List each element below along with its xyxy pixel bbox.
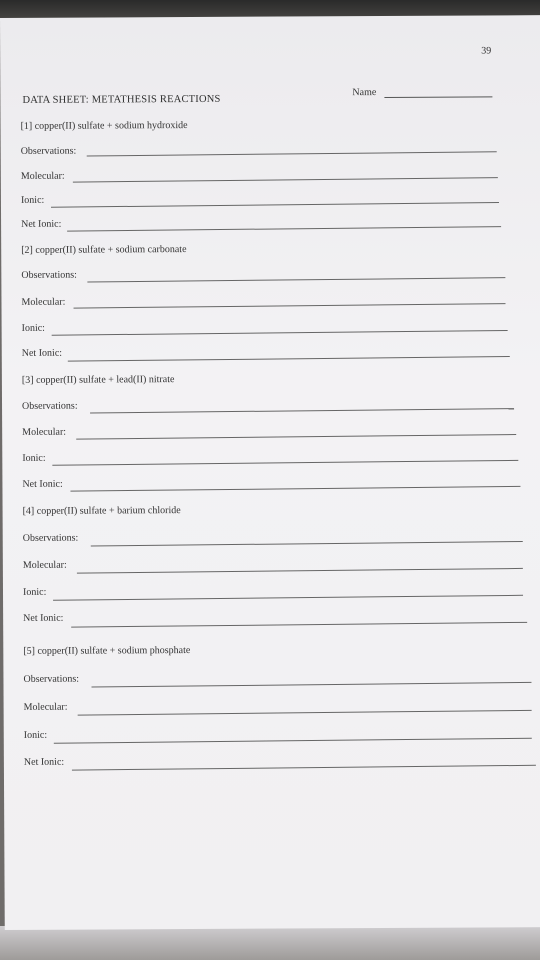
- answer-line[interactable]: [73, 177, 498, 182]
- field-label: Ionic:: [20, 194, 45, 206]
- answer-line[interactable]: [54, 738, 532, 744]
- reaction-title: [3] copper(II) sulfate + lead(II) nitrate: [21, 374, 175, 386]
- reaction-title: [4] copper(II) sulfate + barium chloride: [22, 505, 181, 517]
- answer-line[interactable]: [52, 460, 518, 466]
- reaction-section-3: [2, 372, 540, 505]
- answer-line[interactable]: [52, 330, 508, 336]
- reaction-section-5: [3, 643, 540, 776]
- ionic-field[interactable]: [22, 320, 522, 339]
- name-label: Name: [352, 87, 377, 99]
- answer-line[interactable]: [74, 303, 506, 309]
- field-label: Ionic:: [21, 322, 45, 334]
- answer-line[interactable]: [51, 202, 499, 208]
- observations-field[interactable]: [21, 267, 521, 286]
- field-label: Ionic:: [22, 586, 47, 598]
- field-label: Net Ionic:: [23, 756, 65, 768]
- reaction-title: [5] copper(II) sulfate + sodium phosphate: [23, 645, 191, 657]
- answer-line[interactable]: [87, 151, 497, 156]
- answer-line[interactable]: [70, 486, 520, 492]
- answer-line[interactable]: [87, 277, 505, 282]
- answer-line[interactable]: [77, 568, 523, 574]
- field-label: Molecular:: [20, 170, 65, 182]
- paper-bottom-edge: [0, 926, 540, 960]
- molecular-field[interactable]: [22, 424, 522, 443]
- answer-line[interactable]: [91, 541, 523, 547]
- reaction-section-1: [1, 118, 540, 251]
- field-label: Net Ionic:: [23, 612, 64, 624]
- name-blank-line[interactable]: [384, 96, 492, 98]
- molecular-field[interactable]: [24, 699, 524, 718]
- page-number: 39: [481, 45, 492, 57]
- reaction-section-4: [3, 503, 540, 636]
- page-title: DATA SHEET: METATHESIS REACTIONS: [22, 93, 221, 106]
- molecular-field[interactable]: [21, 168, 521, 187]
- field-label: Observations:: [23, 673, 80, 685]
- reaction-section-2: [1, 242, 540, 375]
- net-ionic-field[interactable]: [24, 754, 524, 773]
- ionic-field[interactable]: [21, 192, 521, 211]
- reaction-title: [1] copper(II) sulfate + sodium hydroxide: [20, 120, 188, 132]
- answer-line[interactable]: [92, 682, 532, 688]
- ionic-field[interactable]: [24, 727, 524, 746]
- observations-field[interactable]: [23, 671, 523, 690]
- field-label: Molecular:: [22, 559, 67, 571]
- answer-line[interactable]: [53, 595, 523, 601]
- field-label: Net Ionic:: [21, 347, 63, 359]
- answer-line[interactable]: [72, 765, 536, 771]
- field-label: Net Ionic:: [22, 478, 63, 490]
- answer-line[interactable]: [67, 226, 501, 232]
- ionic-field[interactable]: [23, 584, 523, 603]
- net-ionic-field[interactable]: [21, 216, 521, 235]
- data-sheet-page: [0, 15, 540, 930]
- field-label: Observations:: [20, 145, 77, 157]
- observations-field[interactable]: [23, 530, 523, 549]
- observations-field[interactable]: [22, 398, 522, 417]
- answer-line[interactable]: [78, 710, 532, 716]
- field-label: Ionic:: [22, 452, 46, 464]
- answer-line[interactable]: [71, 622, 527, 628]
- answer-line[interactable]: [68, 356, 510, 362]
- field-label: Observations:: [21, 269, 77, 281]
- field-label: Observations:: [22, 532, 79, 544]
- net-ionic-field[interactable]: [22, 345, 522, 364]
- net-ionic-field[interactable]: [22, 476, 522, 495]
- answer-line[interactable]: [76, 434, 516, 440]
- field-label: Net Ionic:: [21, 218, 62, 230]
- ionic-field[interactable]: [22, 450, 522, 469]
- field-label: Molecular:: [23, 701, 68, 713]
- observations-field[interactable]: [21, 143, 521, 162]
- field-label: Observations:: [22, 400, 78, 412]
- molecular-field[interactable]: [21, 294, 521, 313]
- reaction-title: [2] copper(II) sulfate + sodium carbonate: [21, 244, 187, 256]
- field-label: Molecular:: [21, 296, 66, 308]
- molecular-field[interactable]: [23, 557, 523, 576]
- answer-line[interactable]: [90, 408, 514, 413]
- field-label: Molecular:: [22, 426, 67, 438]
- field-label: Ionic:: [23, 729, 48, 741]
- net-ionic-field[interactable]: [23, 610, 523, 629]
